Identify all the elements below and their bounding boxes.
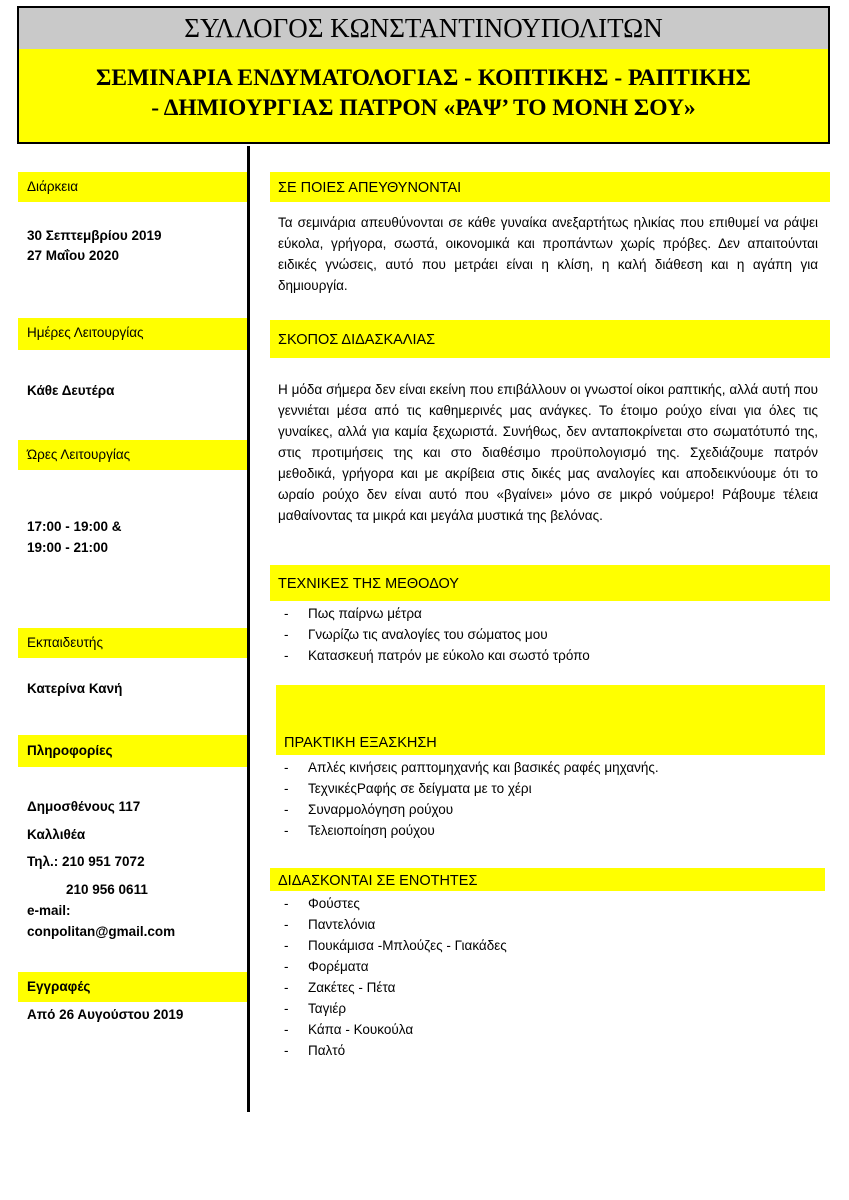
method-heading: ΤΕΧΝΙΚΕΣ ΤΗΣ ΜΕΘΟΔΟΥ: [270, 565, 830, 601]
phone-primary: Τηλ.: 210 951 7072: [27, 854, 145, 869]
list-item: - Κάπα - Κουκούλα: [284, 1022, 414, 1037]
audience-text: Τα σεμινάρια απευθύνονται σε κάθε γυναίκα ανεξαρτήτως ηλικίας που επιθυμεί να ράψει εύκολα, γρήγορα, σωστά, οικονομικά και προπάντων χωρίς πρόβες. Δεν απαιτούνται ειδικές γνώσεις, αυτό που μετράει είναι η κλίση, η καλή διάθεση και η αγάπη για δημιουργία.: [278, 215, 818, 293]
list-item: - ΤεχνικέςΡαφής σε δείγματα με το χέρι: [284, 781, 532, 796]
header-box: [17, 6, 830, 144]
phone-secondary: 210 956 0611: [66, 882, 148, 897]
info-label: Πληροφορίες: [18, 735, 247, 767]
organization-name: ΣΥΛΛΟΓΟΣ ΚΩΝΣΤΑΝΤΙΝΟΥΠΟΛΙΤΩΝ: [19, 8, 828, 49]
days-label: Ημέρες Λειτουργίας: [18, 318, 247, 350]
list-item: - Φούστες: [284, 896, 360, 911]
instructor-value: Κατερίνα Κανή: [27, 681, 123, 696]
email-value: conpolitan@gmail.com: [27, 924, 176, 939]
registration-value: Από 26 Αυγούστου 2019: [27, 1007, 184, 1022]
seminar-title-line2: - ΔΗΜΙΟΥΡΓΙΑΣ ΠΑΤΡΟΝ «ΡΑΨ’ ΤΟ ΜΟΝΗ ΣΟΥ»: [151, 95, 696, 121]
practice-heading: ΠΡΑΚΤΙΚΗ ΕΞΑΣΚΗΣΗ: [276, 685, 825, 755]
hours-label: Ώρες Λειτουργίας: [18, 440, 247, 470]
list-item: - Ζακέτες - Πέτα: [284, 980, 396, 995]
list-item: - Φορέματα: [284, 959, 369, 974]
list-item: - Παντελόνια: [284, 917, 376, 932]
purpose-text: Η μόδα σήμερα δεν είναι εκείνη που επιβάλλουν οι γνωστοί οίκοι ραπτικής, αλλά αυτή που γεννιέται μέσα από τις καθημερινές μας ανάγκες. Το έτοιμο ρούχο είναι για όλες τις γυναίκες, αλλά για καμία ξεχωριστά. Συνήθως, δεν ανταποκρίνεται στο σωματότυπό της, στις προτιμήσεις της και στο διαθέσιμο προϋπολογισμό της. Σχεδιάζουμε πατρόν μεθοδικά, γρήγορα και με ακρίβεια στις δικές μας αναλογίες και αποδεικνύουμε ότι το ωραίο ρούχο δεν είναι αυτό που «βγαίνει» μόνο σε μικρό νούμερο! Ράβουμε τέλεια μαθαίνοντας τα μικρά και μεγάλα μυστικά της βελόνας.: [278, 382, 818, 523]
purpose-heading: ΣΚΟΠΟΣ ΔΙΔΑΣΚΑΛΙΑΣ: [270, 320, 830, 358]
registration-label: Εγγραφές: [18, 972, 247, 1002]
seminar-title-line1: ΣΕΜΙΝΑΡΙΑ ΕΝΔΥΜΑΤΟΛΟΓΙΑΣ - ΚΟΠΤΙΚΗΣ - ΡΑΠΤΙΚΗΣ: [96, 65, 751, 91]
units-heading: ΔΙΔΑΣΚΟΝΤΑΙ ΣΕ ΕΝΟΤΗΤΕΣ: [270, 868, 825, 891]
list-item: - Τελειοποίηση ρούχου: [284, 823, 435, 838]
address-city: Καλλιθέα: [27, 827, 86, 842]
seminar-title: [19, 49, 828, 142]
list-item: - Συναρμολόγηση ρούχου: [284, 802, 454, 817]
list-item: - Ταγιέρ: [284, 1001, 347, 1016]
practice-list: [284, 757, 659, 841]
address-street: Δημοσθένους 117: [27, 799, 141, 814]
hours-line2: 19:00 - 21:00: [27, 540, 109, 555]
audience-heading: ΣΕ ΠΟΙΕΣ ΑΠΕΥΘΥΝΟΝΤΑΙ: [270, 172, 830, 202]
duration-label: Διάρκεια: [18, 172, 247, 202]
list-item: - Γνωρίζω τις αναλογίες του σώματος μου: [284, 627, 548, 642]
list-item: - Πουκάμισα -Μπλούζες - Γιακάδες: [284, 938, 507, 953]
instructor-label: Εκπαιδευτής: [18, 628, 247, 658]
email-label: e-mail:: [27, 903, 71, 918]
duration-end: 27 Μαΐου 2020: [27, 248, 119, 263]
duration-start: 30 Σεπτεμβρίου 2019: [27, 228, 162, 243]
list-item: - Πως παίρνω μέτρα: [284, 606, 422, 621]
list-item: - Παλτό: [284, 1043, 346, 1058]
method-list: [284, 603, 590, 666]
list-item: - Κατασκευή πατρόν με εύκολο και σωστό τρόπο: [284, 648, 590, 663]
units-list: [284, 893, 507, 1061]
column-divider: [247, 146, 250, 1112]
days-value: Κάθε Δευτέρα: [27, 383, 115, 398]
hours-line1: 17:00 - 19:00 &: [27, 519, 122, 534]
list-item: - Απλές κινήσεις ραπτομηχανής και βασικές ραφές μηχανής.: [284, 760, 659, 775]
